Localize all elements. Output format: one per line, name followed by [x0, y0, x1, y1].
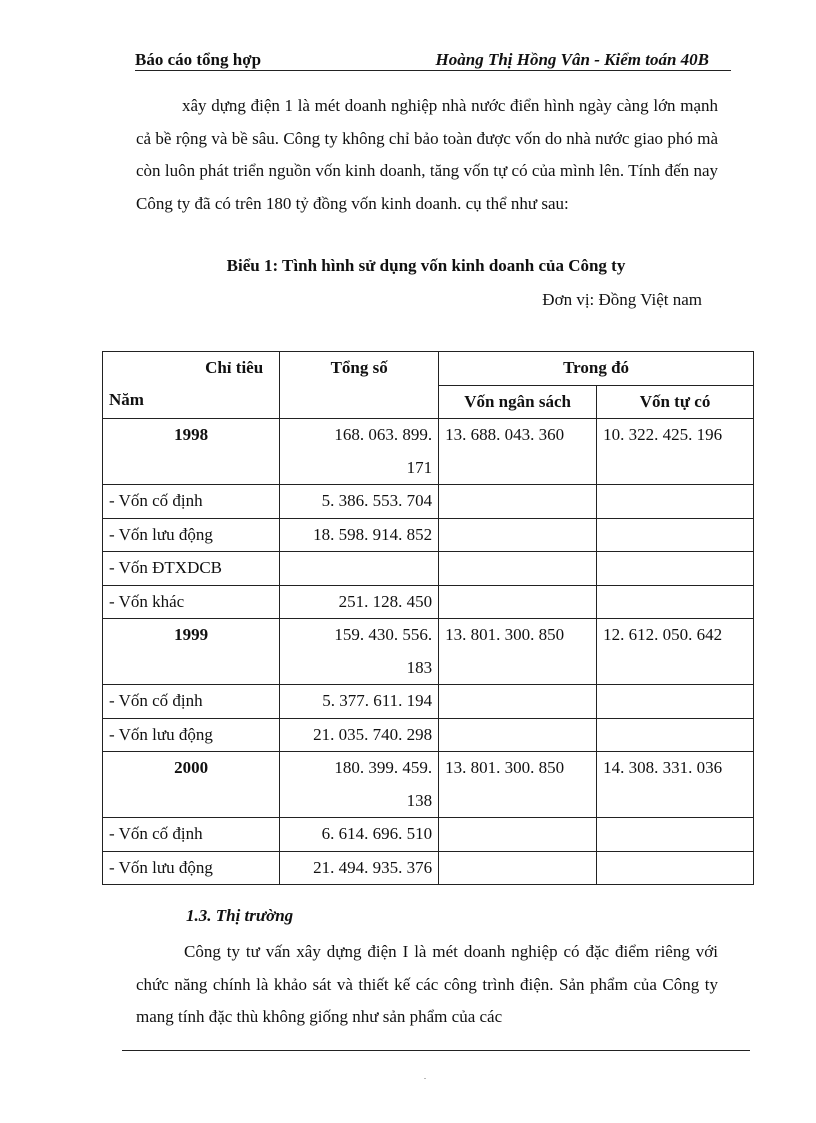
- own-cell: 10. 322. 425. 196: [597, 419, 754, 485]
- total-line-2: 171: [406, 457, 433, 477]
- total-cell: 18. 598. 914. 852: [280, 518, 439, 552]
- own-cell: [597, 851, 754, 885]
- total-cell: [280, 752, 439, 818]
- row-label: - Vốn lưu động: [103, 718, 280, 752]
- total-cell: [280, 552, 439, 586]
- own-cell: [597, 552, 754, 586]
- row-label: - Vốn cố định: [103, 685, 280, 719]
- budget-cell: [439, 851, 597, 885]
- header-budget-capital: Vốn ngân sách: [439, 385, 597, 419]
- total-cell: 5. 377. 611. 194: [280, 685, 439, 719]
- total-line-1: 159. 430. 556.: [334, 625, 433, 644]
- total-line-1: 168. 063. 899.: [334, 425, 433, 444]
- total-cell: [280, 419, 439, 485]
- table-row: [103, 851, 754, 885]
- own-cell: [597, 485, 754, 519]
- intro-text: xây dựng điện 1 là mét doanh nghiệp nhà nước điển hình ngày càng lớn mạnh cả bề rộng và bề sâu. Công ty không chỉ bảo toàn được vốn do nhà nước giao phó mà còn luôn phát triển nguồn vốn kinh doanh, tăng vốn tự có của mình lên. Tính đến nay Công ty đã có trên 180 tỷ đồng vốn kinh doanh. cụ thể như sau:: [136, 96, 718, 213]
- footer-mark: .: [424, 1072, 426, 1081]
- own-cell: [597, 518, 754, 552]
- table-row: [103, 685, 754, 719]
- row-label: - Vốn cố định: [103, 485, 280, 519]
- year-cell: 1998: [103, 419, 280, 485]
- total-cell: [280, 619, 439, 685]
- total-line-2: 183: [406, 657, 433, 677]
- row-label: - Vốn lưu động: [103, 851, 280, 885]
- total-line-1: 180. 399. 459.: [334, 758, 433, 777]
- table-row: [103, 818, 754, 852]
- table-row: [103, 585, 754, 619]
- header-total: Tổng số: [280, 352, 439, 419]
- table-row: [103, 518, 754, 552]
- header-report-title: Báo cáo tổng hợp: [135, 50, 262, 69]
- table-row-1998: [103, 419, 754, 485]
- table-row: [103, 718, 754, 752]
- header-author: Hoàng Thị Hồng Vân - Kiểm toán 40B: [435, 50, 709, 69]
- total-cell: 251. 128. 450: [280, 585, 439, 619]
- budget-cell: 13. 801. 300. 850: [439, 619, 597, 685]
- budget-cell: [439, 485, 597, 519]
- header-of-which: Trong đó: [439, 352, 754, 386]
- section-heading: 1.3. Thị trường: [186, 906, 294, 925]
- header-year: Năm: [109, 390, 144, 409]
- budget-cell: [439, 552, 597, 586]
- row-label: - Vốn cố định: [103, 818, 280, 852]
- total-cell: 21. 494. 935. 376: [280, 851, 439, 885]
- market-paragraph: [136, 936, 718, 1034]
- table-row: [103, 552, 754, 586]
- budget-cell: [439, 718, 597, 752]
- year-cell: 2000: [103, 752, 280, 818]
- own-cell: [597, 718, 754, 752]
- total-cell: 21. 035. 740. 298: [280, 718, 439, 752]
- table-header-row: [103, 352, 754, 386]
- own-cell: 14. 308. 331. 036: [597, 752, 754, 818]
- total-cell: 5. 386. 553. 704: [280, 485, 439, 519]
- own-cell: 12. 612. 050. 642: [597, 619, 754, 685]
- own-cell: [597, 685, 754, 719]
- total-line-2: 138: [406, 790, 433, 810]
- own-cell: [597, 585, 754, 619]
- row-label: - Vốn khác: [103, 585, 280, 619]
- year-cell: 1999: [103, 619, 280, 685]
- budget-cell: [439, 518, 597, 552]
- total-cell: 6. 614. 696. 510: [280, 818, 439, 852]
- header-diagonal-cell: [103, 352, 280, 419]
- table-row-1999: [103, 619, 754, 685]
- budget-cell: [439, 818, 597, 852]
- table-row-2000: [103, 752, 754, 818]
- table-row: [103, 485, 754, 519]
- budget-cell: [439, 585, 597, 619]
- header-own-capital: Vốn tự có: [597, 385, 754, 419]
- own-cell: [597, 818, 754, 852]
- budget-cell: [439, 685, 597, 719]
- capital-usage-table: [102, 351, 754, 885]
- budget-cell: 13. 801. 300. 850: [439, 752, 597, 818]
- page-header: [135, 48, 731, 71]
- table-caption: Biểu 1: Tình hình sử dụng vốn kinh doanh của Công ty: [226, 256, 626, 275]
- unit-note: Đơn vị: Đồng Việt nam: [542, 290, 702, 309]
- row-label: - Vốn lưu động: [103, 518, 280, 552]
- budget-cell: 13. 688. 043. 360: [439, 419, 597, 485]
- intro-paragraph: [136, 90, 718, 220]
- row-label: - Vốn ĐTXDCB: [103, 552, 280, 586]
- header-indicator: Chỉ tiêu: [205, 358, 264, 377]
- footer-divider: [122, 1050, 750, 1051]
- market-text: Công ty tư vấn xây dựng điện I là mét doanh nghiệp có đặc điểm riêng với chức năng chính là khảo sát và thiết kế các công trình điện. Sản phẩm của Công ty mang tính đặc thù không giống như sản phẩm của các: [136, 942, 718, 1026]
